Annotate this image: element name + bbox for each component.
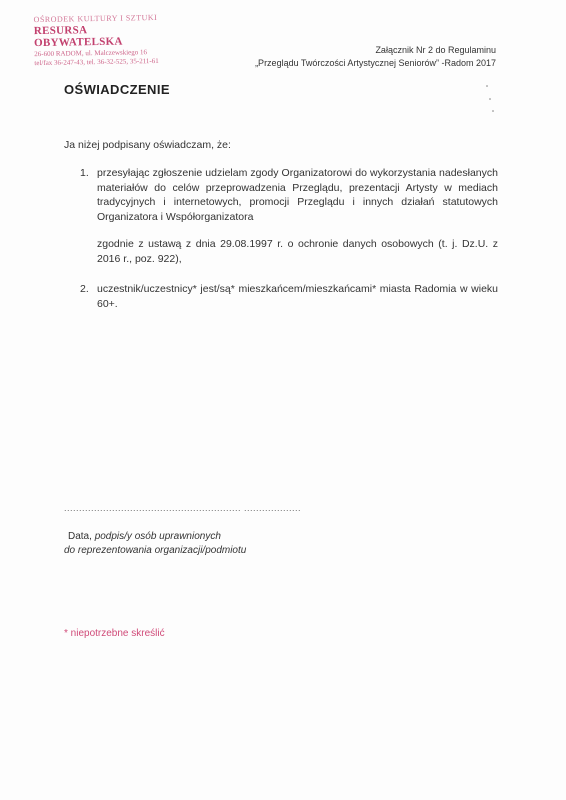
signature-italic-2: do reprezentowania organizacji/podmiotu	[64, 545, 247, 556]
document-title: OŚWIADCZENIE	[64, 82, 170, 97]
scan-speck	[489, 98, 491, 100]
signature-caption	[64, 530, 246, 558]
signature-line: ........................................................... ...................	[64, 503, 302, 513]
list-item-number: 2.	[80, 283, 89, 295]
stamp-line-3: 26-600 RADOM, ul. Malczewskiego 16	[34, 48, 148, 59]
annex-header	[255, 44, 496, 70]
intro-text: Ja niżej podpisany oświadczam, że:	[64, 139, 231, 151]
signature-italic-1: podpis/y osób uprawnionych	[94, 531, 221, 542]
signature-prefix: Data,	[68, 531, 95, 542]
footnote: * niepotrzebne skreślić	[64, 628, 165, 639]
list-item-number: 1.	[80, 167, 89, 179]
stamp-line-1: OŚRODEK KULTURY I SZTUKI	[33, 12, 158, 25]
scan-speck	[492, 110, 494, 112]
scan-speck	[486, 85, 488, 87]
list-item-subtext: zgodnie z ustawą z dnia 29.08.1997 r. o ochronie danych osobowych (t. j. Dz.U. z 2016 r., poz. 922),	[97, 238, 498, 265]
stamp-line-4: tel/fax 36-247-43, tel. 36-32-525, 35-211-61	[34, 56, 159, 68]
declaration-list	[80, 166, 498, 311]
list-item	[80, 166, 498, 266]
annex-line-2: „Przeglądu Twórczości Artystycznej Seniorów” -Radom 2017	[255, 58, 496, 68]
organization-stamp	[34, 13, 165, 67]
list-item-text: uczestnik/uczestnicy* jest/są* mieszkańcem/mieszkańcami* miasta Radomia w wieku 60+.	[97, 283, 498, 310]
annex-line-1: Załącznik Nr 2 do Regulaminu	[375, 45, 496, 55]
stamp-line-2: RESURSA OBYWATELSKA	[33, 24, 123, 50]
list-item	[80, 282, 498, 311]
list-item-text: przesyłając zgłoszenie udzielam zgody Organizatorowi do wykorzystania nadesłanych materiałów do celów przeprowadzenia Przeglądu, prezentacji Artysty w mediach tradycyjnych i internetowych, promocji Przeglądu i innych działań statutowych Organizatora i Współorganizatora	[97, 167, 498, 223]
